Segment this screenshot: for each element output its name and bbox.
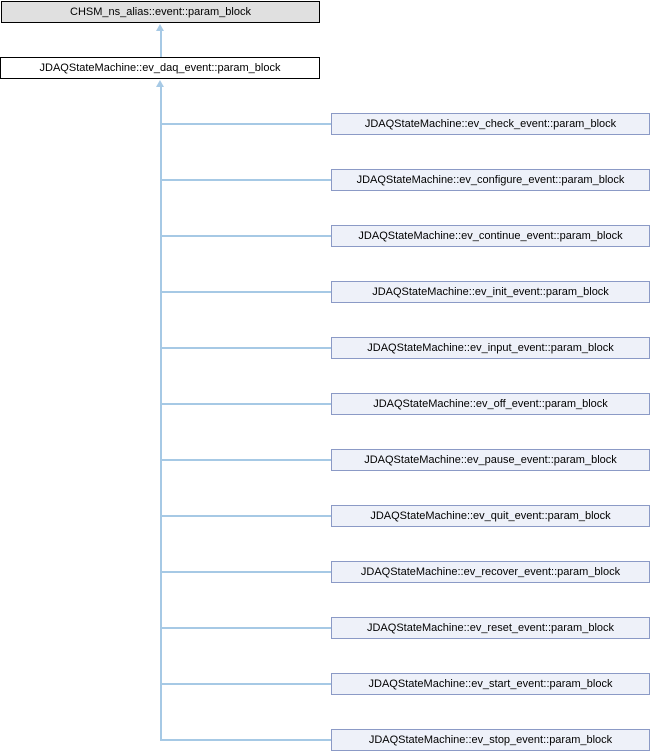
class-node-ev-reset-event[interactable]: JDAQStateMachine::ev_reset_event::param_block bbox=[331, 617, 650, 639]
class-node-ev-recover-event[interactable]: JDAQStateMachine::ev_recover_event::param_block bbox=[331, 561, 650, 583]
inheritance-branch-ev-continue bbox=[160, 235, 331, 237]
inheritance-branch-ev-check bbox=[160, 123, 331, 125]
class-node-ev-pause-event[interactable]: JDAQStateMachine::ev_pause_event::param_block bbox=[331, 449, 650, 471]
class-node-current: CHSM_ns_alias::event::param_block bbox=[1, 1, 320, 23]
inheritance-branch-ev-input bbox=[160, 347, 331, 349]
class-node-ev-stop-event[interactable]: JDAQStateMachine::ev_stop_event::param_block bbox=[331, 729, 650, 751]
inheritance-arrowhead-root bbox=[156, 24, 164, 31]
class-node-ev-init-event[interactable]: JDAQStateMachine::ev_init_event::param_block bbox=[331, 281, 650, 303]
class-node-ev-daq-event[interactable]: JDAQStateMachine::ev_daq_event::param_block bbox=[0, 57, 320, 79]
inheritance-edge-trunk bbox=[160, 87, 162, 741]
inheritance-arrowhead-parent bbox=[156, 80, 164, 87]
class-node-ev-input-event[interactable]: JDAQStateMachine::ev_input_event::param_block bbox=[331, 337, 650, 359]
inheritance-branch-ev-stop bbox=[160, 739, 331, 741]
inheritance-branch-ev-off bbox=[160, 403, 331, 405]
inheritance-branch-ev-reset bbox=[160, 627, 331, 629]
class-node-ev-start-event[interactable]: JDAQStateMachine::ev_start_event::param_block bbox=[331, 673, 650, 695]
inheritance-branch-ev-recover bbox=[160, 571, 331, 573]
class-node-ev-off-event[interactable]: JDAQStateMachine::ev_off_event::param_block bbox=[331, 393, 650, 415]
inheritance-branch-ev-configure bbox=[160, 179, 331, 181]
inheritance-branch-ev-init bbox=[160, 291, 331, 293]
class-node-ev-check-event[interactable]: JDAQStateMachine::ev_check_event::param_block bbox=[331, 113, 650, 135]
inheritance-branch-ev-start bbox=[160, 683, 331, 685]
inheritance-branch-ev-quit bbox=[160, 515, 331, 517]
class-node-ev-continue-event[interactable]: JDAQStateMachine::ev_continue_event::param_block bbox=[331, 225, 650, 247]
class-node-ev-quit-event[interactable]: JDAQStateMachine::ev_quit_event::param_block bbox=[331, 505, 650, 527]
class-node-ev-configure-event[interactable]: JDAQStateMachine::ev_configure_event::param_block bbox=[331, 169, 650, 191]
inheritance-branch-ev-pause bbox=[160, 459, 331, 461]
inheritance-edge-parent-to-root bbox=[160, 31, 162, 57]
